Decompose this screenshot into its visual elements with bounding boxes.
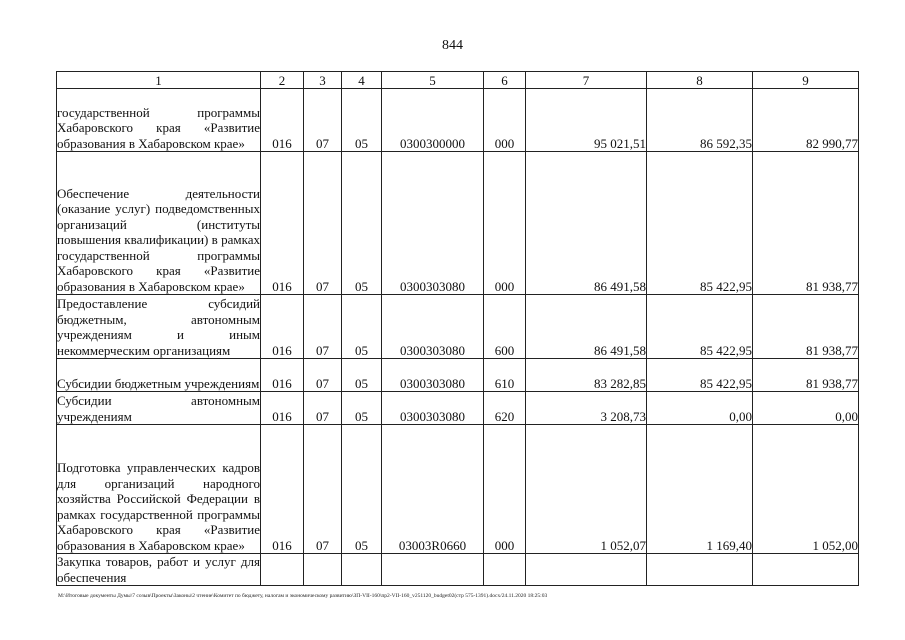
cell-amount-8 <box>647 554 753 586</box>
cell-code-6 <box>484 554 526 586</box>
cell-amount-8: 85 422,95 <box>647 295 753 359</box>
cell-amount-7 <box>526 554 647 586</box>
cell-code-4: 05 <box>342 295 382 359</box>
cell-code-3: 07 <box>304 89 342 152</box>
table-row <box>57 295 859 359</box>
cell-amount-7: 86 491,58 <box>526 152 647 295</box>
table-header-row <box>57 72 859 89</box>
cell-amount-8: 86 592,35 <box>647 89 753 152</box>
column-header-9: 9 <box>753 72 859 89</box>
cell-code-3: 07 <box>304 392 342 425</box>
column-header-1: 1 <box>57 72 261 89</box>
cell-code-5: 0300303080 <box>382 359 484 392</box>
table-row <box>57 425 859 554</box>
cell-code-4 <box>342 554 382 586</box>
cell-amount-8: 0,00 <box>647 392 753 425</box>
cell-amount-9: 81 938,77 <box>753 295 859 359</box>
cell-code-5: 0300303080 <box>382 295 484 359</box>
cell-amount-9 <box>753 554 859 586</box>
column-header-4: 4 <box>342 72 382 89</box>
column-header-3: 3 <box>304 72 342 89</box>
column-header-7: 7 <box>526 72 647 89</box>
cell-code-6: 600 <box>484 295 526 359</box>
table-row <box>57 152 859 295</box>
cell-code-5: 0300300000 <box>382 89 484 152</box>
cell-code-5 <box>382 554 484 586</box>
cell-amount-9: 81 938,77 <box>753 152 859 295</box>
cell-code-2: 016 <box>261 89 304 152</box>
row-name: Подготовка управленческих кадров для организаций народного хозяйства Российской Федерации в рамках государственной программы Хабаровского края «Развитие образования в Хабаровском крае» <box>57 425 261 554</box>
page-number: 844 <box>442 38 463 53</box>
cell-code-2: 016 <box>261 359 304 392</box>
cell-amount-7: 83 282,85 <box>526 359 647 392</box>
cell-code-3: 07 <box>304 359 342 392</box>
cell-amount-7: 86 491,58 <box>526 295 647 359</box>
cell-code-5: 0300303080 <box>382 392 484 425</box>
table-row <box>57 89 859 152</box>
cell-code-4: 05 <box>342 392 382 425</box>
cell-amount-9: 1 052,00 <box>753 425 859 554</box>
cell-code-2: 016 <box>261 152 304 295</box>
table-row <box>57 392 859 425</box>
cell-code-4: 05 <box>342 359 382 392</box>
row-name: Закупка товаров, работ и услуг для обеспечения <box>57 554 260 585</box>
cell-code-2: 016 <box>261 425 304 554</box>
cell-amount-7: 95 021,51 <box>526 89 647 152</box>
cell-amount-9: 82 990,77 <box>753 89 859 152</box>
cell-code-2: 016 <box>261 392 304 425</box>
row-name: Субсидии бюджетным учреждениям <box>57 359 261 392</box>
column-header-6: 6 <box>484 72 526 89</box>
cell-code-3 <box>304 554 342 586</box>
cell-amount-7: 1 052,07 <box>526 425 647 554</box>
cell-code-2: 016 <box>261 295 304 359</box>
cell-amount-9: 81 938,77 <box>753 359 859 392</box>
column-header-5: 5 <box>382 72 484 89</box>
document-file-path: M:\Итоговые документы Думы\7 созыв\Проекты\Законы\2 чтение\Комитет по бюджету, налогам и экономическому развитию\ЗП-VII-160\пр2-VII-160_v251120_budget02(стр 575-1391).docx/24.11.2020 18:25:03 <box>58 593 548 599</box>
cell-code-6: 000 <box>484 89 526 152</box>
cell-code-6: 000 <box>484 152 526 295</box>
cell-amount-9: 0,00 <box>753 392 859 425</box>
cell-code-2 <box>261 554 304 586</box>
column-header-2: 2 <box>261 72 304 89</box>
cell-amount-8: 1 169,40 <box>647 425 753 554</box>
cell-amount-7: 3 208,73 <box>526 392 647 425</box>
cell-code-4: 05 <box>342 425 382 554</box>
column-header-8: 8 <box>647 72 753 89</box>
cell-code-3: 07 <box>304 152 342 295</box>
cell-code-3: 07 <box>304 295 342 359</box>
row-name: Субсидии автономным учреждениям <box>57 393 260 424</box>
cell-code-4: 05 <box>342 89 382 152</box>
row-name: Обеспечение деятельности (оказание услуг) подведомственных организаций (институты повышения квалификации) в рамках государственной программы Хабаровского края «Развитие образования в Хабаровском крае» <box>57 152 261 295</box>
cell-code-5: 0300303080 <box>382 152 484 295</box>
cell-code-6: 610 <box>484 359 526 392</box>
budget-table <box>56 71 859 586</box>
cell-code-4: 05 <box>342 152 382 295</box>
cell-code-5: 03003R0660 <box>382 425 484 554</box>
cell-code-3: 07 <box>304 425 342 554</box>
cell-amount-8: 85 422,95 <box>647 359 753 392</box>
table-row <box>57 359 859 392</box>
cell-code-6: 620 <box>484 392 526 425</box>
row-name: Предоставление субсидий бюджетным, автономным учреждениям и иным некоммерческим организациям <box>57 296 260 358</box>
table-row <box>57 554 859 586</box>
cell-code-6: 000 <box>484 425 526 554</box>
cell-amount-8: 85 422,95 <box>647 152 753 295</box>
row-name: государственной программы Хабаровского края «Развитие образования в Хабаровском крае» <box>57 89 261 152</box>
